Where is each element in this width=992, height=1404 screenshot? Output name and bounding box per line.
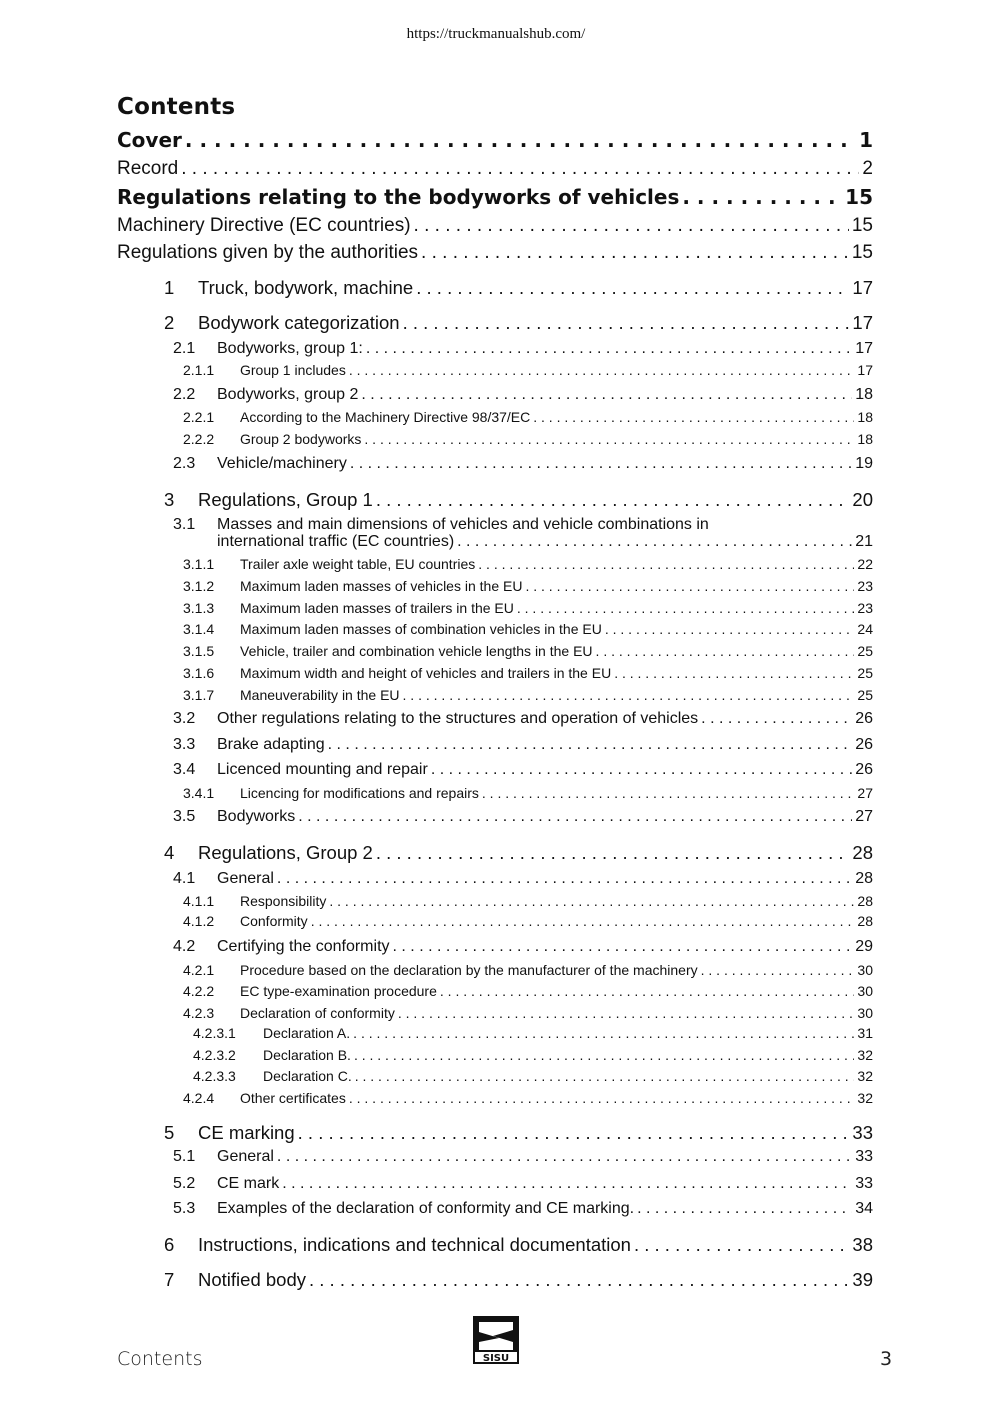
toc-leader-dots <box>277 870 852 888</box>
toc-entry-page: 33 <box>852 1122 873 1143</box>
toc-entry[interactable] <box>164 842 873 864</box>
toc-entry[interactable] <box>173 761 873 779</box>
toc-entry-number: 3.1.5 <box>183 643 215 659</box>
toc-entry-number: 4 <box>164 842 175 863</box>
toc-entry-number: 4.1.2 <box>183 913 215 929</box>
toc-entry[interactable] <box>173 516 873 534</box>
toc-entry[interactable] <box>183 983 873 999</box>
toc-entry-page: 1 <box>859 128 873 152</box>
toc-entry[interactable] <box>193 1025 873 1041</box>
toc-entry-text: Other regulations relating to the structures and operation of vehicles <box>217 710 699 727</box>
toc-leader-dots <box>298 1122 850 1144</box>
toc-leader-dots <box>355 1068 855 1084</box>
toc-entry-text: Group 1 includes <box>240 362 346 378</box>
toc-entry[interactable] <box>173 1148 873 1166</box>
toc-entry-continuation[interactable] <box>173 533 873 551</box>
toc-entry-text: Regulations relating to the bodyworks of vehicles <box>117 185 680 209</box>
toc-entry-number: 7 <box>164 1269 175 1290</box>
toc-entry-page: 29 <box>855 938 873 955</box>
toc-entry-page: 2 <box>862 158 873 179</box>
toc-entry-text: Masses and main dimensions of vehicles and vehicle combinations in <box>217 516 709 533</box>
toc-entry-page: 27 <box>855 808 873 825</box>
toc-entry-number: 3.4.1 <box>183 785 215 801</box>
toc-entry-page: 17 <box>852 312 873 333</box>
toc-leader-dots <box>393 938 853 956</box>
toc-entry-text: Regulations given by the authorities <box>117 242 419 263</box>
toc-entry-number: 4.2.1 <box>183 962 215 978</box>
toc-entry-page: 24 <box>857 621 873 637</box>
toc-leader-dots <box>701 962 855 978</box>
toc-entry-page: 27 <box>857 785 873 801</box>
toc-entry-page: 33 <box>855 1148 873 1165</box>
toc-entry-page: 30 <box>857 1005 873 1021</box>
toc-entry[interactable] <box>193 1047 873 1063</box>
toc-entry-number: 4.1.1 <box>183 893 215 909</box>
toc-leader-dots <box>282 1175 852 1193</box>
toc-entry[interactable] <box>117 158 873 180</box>
toc-entry-number: 4.2.3 <box>183 1005 215 1021</box>
toc-leader-dots <box>376 842 850 864</box>
toc-entry-page: 26 <box>855 710 873 727</box>
toc-entry[interactable] <box>183 962 873 978</box>
toc-entry-page: 21 <box>855 533 873 550</box>
toc-leader-dots <box>634 1234 849 1256</box>
toc-entry-page: 38 <box>852 1234 873 1255</box>
toc-entry[interactable] <box>117 215 873 237</box>
toc-entry-number: 2.2.1 <box>183 409 215 425</box>
toc-leader-dots <box>298 808 852 826</box>
toc-leader-dots <box>185 128 856 152</box>
toc-leader-dots <box>416 277 849 299</box>
toc-entry-text: Declaration of conformity <box>240 1005 395 1021</box>
toc-entry-page: 18 <box>855 386 873 403</box>
toc-entry[interactable] <box>183 578 873 594</box>
toc-entry[interactable] <box>193 1068 873 1084</box>
toc-entry-text: Bodyworks, group 2 <box>217 386 359 403</box>
toc-entry[interactable] <box>173 455 873 473</box>
toc-entry-page: 31 <box>857 1025 873 1041</box>
toc-entry-number: 3.1.4 <box>183 621 215 637</box>
toc-entry-number: 3.5 <box>173 808 196 825</box>
toc-entry[interactable] <box>164 1269 873 1291</box>
toc-entry-number: 4.2.3.2 <box>193 1047 236 1063</box>
toc-entry[interactable] <box>183 913 873 929</box>
toc-entry-number: 3.1.6 <box>183 665 215 681</box>
toc-entry-text: Procedure based on the declaration by the manufacturer of the machinery <box>240 962 698 978</box>
toc-leader-dots <box>403 687 855 703</box>
toc-entry-text: Maximum width and height of vehicles and trailers in the EU <box>240 665 612 681</box>
toc-entry-page: 28 <box>852 842 873 863</box>
toc-leader-dots <box>309 1269 849 1291</box>
toc-entry-text: Bodyworks <box>217 808 296 825</box>
toc-entry-page: 28 <box>857 913 873 929</box>
toc-entry-text: Vehicle/machinery <box>217 455 347 472</box>
toc-entry-text: Certifying the conformity <box>217 938 390 955</box>
toc-entry[interactable] <box>164 277 873 299</box>
toc-entry[interactable] <box>183 431 873 447</box>
logo-text: SISU <box>482 1353 510 1364</box>
toc-entry-text: Trailer axle weight table, EU countries <box>240 556 476 572</box>
toc-entry-number: 3.1.7 <box>183 687 215 703</box>
toc-entry-text: Brake adapting <box>217 736 325 753</box>
toc-leader-dots <box>533 409 854 425</box>
toc-entry[interactable] <box>173 736 873 754</box>
toc-entry-number: 2.3 <box>173 455 196 472</box>
toc-entry-number: 4.2 <box>173 938 196 955</box>
toc-leader-dots <box>354 1047 854 1063</box>
toc-leader-dots <box>376 489 850 511</box>
toc-entry-page: 33 <box>855 1175 873 1192</box>
toc-entry[interactable] <box>164 1122 873 1144</box>
toc-entry-number: 2.2.2 <box>183 431 215 447</box>
toc-entry-text: Licencing for modifications and repairs <box>240 785 479 801</box>
toc-entry[interactable] <box>173 710 873 728</box>
toc-entry[interactable] <box>173 938 873 956</box>
toc-entry-page: 15 <box>851 215 873 236</box>
toc-entry-text: Bodywork categorization <box>198 312 400 333</box>
toc-entry-page: 18 <box>857 431 873 447</box>
toc-entry-page: 23 <box>857 600 873 616</box>
toc-entry-text: Examples of the declaration of conformity and CE marking. <box>217 1200 635 1217</box>
toc-leader-dots <box>614 665 854 681</box>
toc-entry-text: Vehicle, trailer and combination vehicle lengths in the EU <box>240 643 593 659</box>
toc-entry-number: 5.1 <box>173 1148 196 1165</box>
toc-entry-text: Responsibility <box>240 893 327 909</box>
toc-leader-dots <box>682 185 842 209</box>
toc-entry-page: 25 <box>857 687 873 703</box>
toc-leader-dots <box>596 643 855 659</box>
toc-entry-text: Record <box>117 158 179 179</box>
toc-entry-number: 5.2 <box>173 1175 196 1192</box>
toc-entry[interactable] <box>183 556 873 572</box>
toc-entry-page: 15 <box>845 185 873 209</box>
toc-entry[interactable] <box>183 643 873 659</box>
toc-entry-text: Maximum laden masses of combination vehicles in the EU <box>240 621 602 637</box>
toc-entry-text: Other certificates <box>240 1090 346 1106</box>
toc-entry-number: 3.4 <box>173 761 196 778</box>
toc-entry-page: 15 <box>851 242 873 263</box>
toc-entry-number: 3.1.2 <box>183 578 215 594</box>
toc-entry-number: 4.1 <box>173 870 196 887</box>
toc-entry-number: 3.1 <box>173 516 196 533</box>
toc-entry-page: 39 <box>852 1269 873 1290</box>
toc-entry-page: 17 <box>852 277 873 298</box>
toc-entry-page: 30 <box>857 962 873 978</box>
toc-leader-dots <box>517 600 855 616</box>
toc-entry-number: 3.1.1 <box>183 556 215 572</box>
toc-leader-dots <box>605 621 855 637</box>
toc-leader-dots <box>277 1148 852 1166</box>
toc-entry-text: Bodyworks, group 1: <box>217 340 363 357</box>
toc-entry-page: 26 <box>855 761 873 778</box>
toc-entry-text: Regulations, Group 1 <box>198 489 373 510</box>
toc-entry-text: EC type-examination procedure <box>240 983 437 999</box>
toc-leader-dots <box>349 362 855 378</box>
sisu-logo-icon <box>473 1316 519 1364</box>
toc-entry-page: 32 <box>857 1047 873 1063</box>
toc-leader-dots <box>421 242 849 264</box>
toc-entry-text: General <box>217 870 274 887</box>
toc-entry-text: Notified body <box>198 1269 306 1290</box>
toc-title: Contents <box>117 94 236 120</box>
toc-leader-dots <box>366 340 852 358</box>
toc-entry[interactable] <box>117 128 873 152</box>
toc-entry[interactable] <box>183 665 873 681</box>
toc-entry-number: 4.2.4 <box>183 1090 215 1106</box>
toc-entry-text: international traffic (EC countries) <box>217 533 455 550</box>
header-url[interactable]: https://truckmanualshub.com/ <box>406 26 586 42</box>
toc-entry-text: CE mark <box>217 1175 280 1192</box>
toc-entry-number: 3 <box>164 489 175 510</box>
toc-entry[interactable] <box>183 409 873 425</box>
toc-entry[interactable] <box>173 808 873 826</box>
toc-entry[interactable] <box>117 242 873 264</box>
toc-entry[interactable] <box>183 600 873 616</box>
toc-entry-page: 17 <box>857 362 873 378</box>
toc-leader-dots <box>349 1090 855 1106</box>
toc-entry-page: 18 <box>857 409 873 425</box>
toc-entry-text: Licenced mounting and repair <box>217 761 428 778</box>
toc-entry-text: Declaration A. <box>263 1025 351 1041</box>
toc-entry[interactable] <box>173 870 873 888</box>
toc-entry[interactable] <box>164 312 873 334</box>
toc-leader-dots <box>414 215 849 237</box>
toc-entry-text: According to the Machinery Directive 98/37/EC <box>240 409 531 425</box>
toc-leader-dots <box>525 578 854 594</box>
toc-entry-page: 28 <box>855 870 873 887</box>
toc-entry-page: 32 <box>857 1068 873 1084</box>
toc-leader-dots <box>440 983 855 999</box>
toc-leader-dots <box>637 1200 852 1218</box>
toc-leader-dots <box>328 736 853 754</box>
toc-entry-number: 1 <box>164 277 175 298</box>
toc-entry-text: Cover <box>117 128 182 152</box>
toc-entry-number: 2.2 <box>173 386 196 403</box>
toc-leader-dots <box>478 556 854 572</box>
toc-entry-text: Declaration C. <box>263 1068 352 1084</box>
toc-entry[interactable] <box>183 362 873 378</box>
toc-entry[interactable] <box>164 489 873 511</box>
toc-entry-page: 26 <box>855 736 873 753</box>
toc-entry[interactable] <box>173 340 873 358</box>
toc-entry-text: Conformity <box>240 913 308 929</box>
toc-entry-text: Maximum laden masses of vehicles in the EU <box>240 578 523 594</box>
toc-entry-page: 25 <box>857 643 873 659</box>
toc-leader-dots <box>457 533 852 551</box>
toc-entry-text: Instructions, indications and technical documentation <box>198 1234 631 1255</box>
toc-entry-number: 4.2.3.1 <box>193 1025 236 1041</box>
toc-leader-dots <box>353 1025 854 1041</box>
toc-entry-number: 3.1.3 <box>183 600 215 616</box>
toc-entry-page: 20 <box>852 489 873 510</box>
toc-entry[interactable] <box>173 386 873 404</box>
toc-entry-text: Maneuverability in the EU <box>240 687 400 703</box>
toc-leader-dots <box>181 158 859 180</box>
toc-entry-page: 22 <box>857 556 873 572</box>
footer-section: Contents <box>117 1348 203 1370</box>
toc-leader-dots <box>311 913 855 929</box>
toc-entry-number: 2.1 <box>173 340 196 357</box>
toc-entry[interactable] <box>183 1005 873 1021</box>
toc-entry-page: 19 <box>855 455 873 472</box>
toc-entry-page: 23 <box>857 578 873 594</box>
toc-leader-dots <box>403 312 850 334</box>
toc-entry-number: 4.2.3.3 <box>193 1068 236 1084</box>
toc-entry-text: Group 2 bodyworks <box>240 431 362 447</box>
toc-entry-page: 17 <box>855 340 873 357</box>
toc-entry-page: 32 <box>857 1090 873 1106</box>
toc-entry-number: 2.1.1 <box>183 362 215 378</box>
toc-entry-number: 5 <box>164 1122 175 1143</box>
toc-entry-number: 2 <box>164 312 175 333</box>
toc-entry-page: 34 <box>855 1200 873 1217</box>
toc-entry-text: Machinery Directive (EC countries) <box>117 215 411 236</box>
toc-entry-page: 28 <box>857 893 873 909</box>
toc-entry-number: 4.2.2 <box>183 983 215 999</box>
toc-entry-page: 25 <box>857 665 873 681</box>
toc-entry[interactable] <box>183 893 873 909</box>
toc-leader-dots <box>398 1005 855 1021</box>
toc-entry-text: Regulations, Group 2 <box>198 842 373 863</box>
toc-leader-dots <box>482 785 855 801</box>
toc-entry-number: 5.3 <box>173 1200 196 1217</box>
toc-entry[interactable] <box>183 785 873 801</box>
toc-entry-text: General <box>217 1148 274 1165</box>
toc-leader-dots <box>364 431 854 447</box>
toc-leader-dots <box>329 893 854 909</box>
toc-entry[interactable] <box>173 1200 873 1218</box>
toc-entry[interactable] <box>183 687 873 703</box>
toc-entry-text: Truck, bodywork, machine <box>198 277 414 298</box>
toc-leader-dots <box>701 710 852 728</box>
toc-leader-dots <box>361 386 852 404</box>
footer-page-number: 3 <box>880 1348 893 1370</box>
toc-entry[interactable] <box>117 185 873 209</box>
toc-entry[interactable] <box>164 1234 873 1256</box>
toc-entry-number: 3.2 <box>173 710 196 727</box>
toc-entry-page: 30 <box>857 983 873 999</box>
toc-entry-text: Declaration B. <box>263 1047 351 1063</box>
toc-entry-number: 6 <box>164 1234 175 1255</box>
toc-entry[interactable] <box>173 1175 873 1193</box>
toc-entry[interactable] <box>183 621 873 637</box>
toc-entry[interactable] <box>183 1090 873 1106</box>
toc-entry-text: CE marking <box>198 1122 295 1143</box>
toc-leader-dots <box>350 455 852 473</box>
toc-entry-text: Maximum laden masses of trailers in the EU <box>240 600 514 616</box>
toc-leader-dots <box>431 761 852 779</box>
toc-entry-number: 3.3 <box>173 736 196 753</box>
